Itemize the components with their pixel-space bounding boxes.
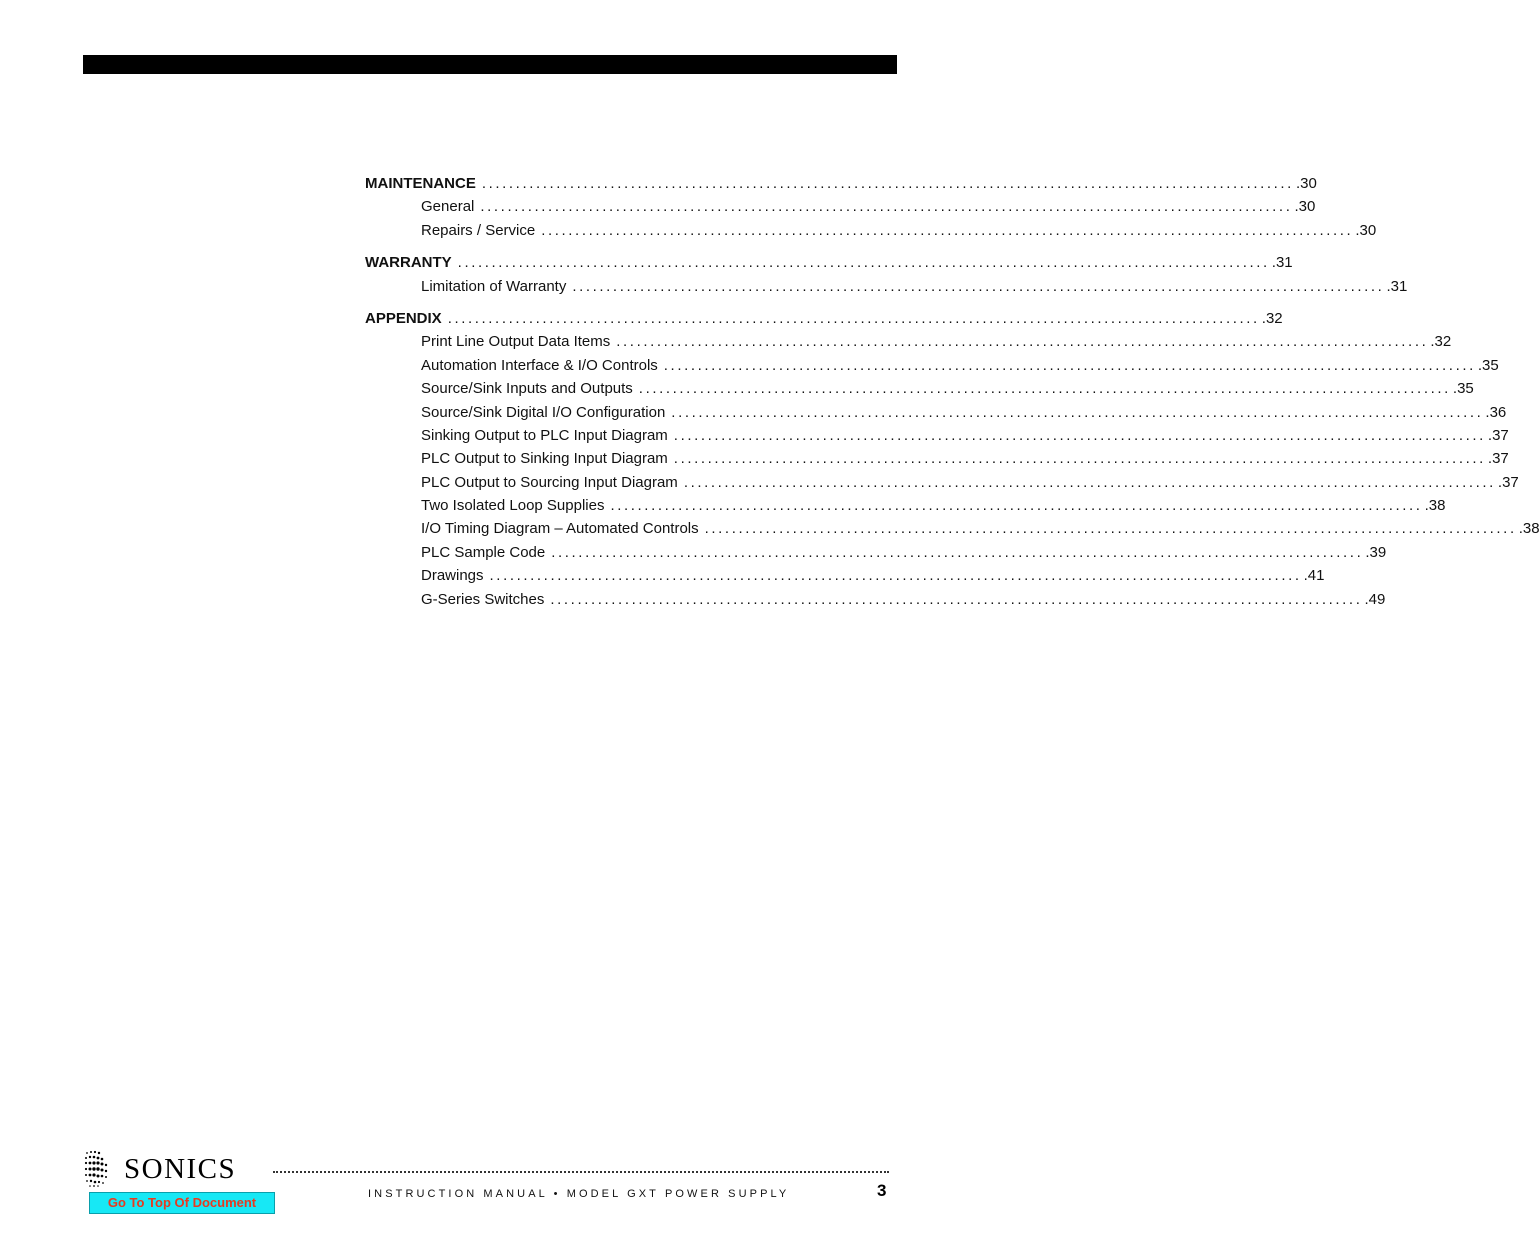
dot-leader: ........................................................................................................................ xyxy=(541,221,1354,239)
logo-text: SONICS xyxy=(124,1153,237,1185)
dot-leader: ........................................................................................................................ xyxy=(663,356,1476,374)
toc-entry-page: .30 xyxy=(1295,175,1317,192)
toc-section-maintenance xyxy=(365,172,1377,242)
dot-leader: ........................................................................................................................ xyxy=(550,590,1363,608)
dot-leader: ........................................................................................................................ xyxy=(704,520,1517,538)
toc-entry-page: .38 xyxy=(1518,520,1540,538)
toc-entry-title: APPENDIX xyxy=(365,309,442,327)
toc-entry[interactable] xyxy=(365,307,1283,330)
toc-entry[interactable] xyxy=(365,564,1325,587)
dot-leader: ........................................................................................................................ xyxy=(457,254,1270,272)
toc-entry[interactable] xyxy=(365,447,1509,470)
toc-entry[interactable] xyxy=(365,219,1377,242)
page-number: 3 xyxy=(877,1181,887,1200)
toc-entry[interactable] xyxy=(365,172,1317,195)
toc-entry-title: Automation Interface & I/O Controls xyxy=(421,356,658,374)
dot-leader: ........................................................................................................................ xyxy=(489,567,1302,585)
dot-leader: ........................................................................................................................ xyxy=(683,473,1496,491)
dot-leader: ........................................................................................................................ xyxy=(616,333,1429,351)
dot-leader: ........................................................................................................................ xyxy=(638,380,1451,398)
toc-entry-page: .31 xyxy=(1386,277,1408,295)
toc-entry[interactable] xyxy=(365,377,1474,400)
toc-entry-title: Repairs / Service xyxy=(421,221,536,239)
dot-leader: ........................................................................................................................ xyxy=(673,450,1486,468)
toc-entry-page: .32 xyxy=(1430,333,1452,351)
toc-entry[interactable] xyxy=(365,275,1408,298)
toc-entry-title: Limitation of Warranty xyxy=(421,277,567,295)
dot-leader: ........................................................................................................................ xyxy=(480,198,1293,216)
footer-dotted-rule xyxy=(273,1161,889,1173)
toc-entry-page: .36 xyxy=(1485,403,1507,421)
toc-entry[interactable] xyxy=(365,517,1540,540)
toc-entry-page: .35 xyxy=(1477,356,1499,374)
dot-leader: ........................................................................................................................ xyxy=(671,403,1484,421)
sonics-logo-mark-icon xyxy=(84,1149,112,1187)
dot-leader: ........................................................................................................................ xyxy=(673,426,1486,444)
go-to-top-button[interactable]: Go To Top Of Document xyxy=(89,1192,275,1214)
toc-entry[interactable] xyxy=(365,588,1386,611)
toc-entry-title: PLC Output to Sourcing Input Diagram xyxy=(421,473,678,491)
dot-leader: ........................................................................................................................ xyxy=(610,497,1423,515)
toc-entry-title: PLC Output to Sinking Input Diagram xyxy=(421,450,668,468)
toc-entry[interactable] xyxy=(365,401,1507,424)
toc-entry-title: Source/Sink Inputs and Outputs xyxy=(421,380,633,398)
toc-entry-page: .38 xyxy=(1424,497,1446,515)
toc-entry[interactable] xyxy=(365,354,1499,377)
toc-entry-page: .32 xyxy=(1261,309,1283,327)
dot-leader: ........................................................................................................................ xyxy=(572,277,1385,295)
toc-entry-page: .39 xyxy=(1365,543,1387,561)
toc-entry[interactable] xyxy=(365,494,1446,517)
dot-leader: ........................................................................................................................ xyxy=(481,175,1294,192)
toc-entry-page: .37 xyxy=(1497,473,1519,491)
toc-entry-title: Two Isolated Loop Supplies xyxy=(421,497,605,515)
toc-entry[interactable] xyxy=(365,471,1519,494)
toc-entry-title: General xyxy=(421,198,475,216)
toc-entry-page: .37 xyxy=(1487,426,1509,444)
dot-leader: ........................................................................................................................ xyxy=(447,309,1260,327)
toc-entry-page: .37 xyxy=(1487,450,1509,468)
toc-entry-title: Source/Sink Digital I/O Configuration xyxy=(421,403,666,421)
toc-entry[interactable] xyxy=(365,541,1387,564)
toc-entry-title: PLC Sample Code xyxy=(421,543,546,561)
toc-entry-title: WARRANTY xyxy=(365,254,452,272)
dot-leader: ........................................................................................................................ xyxy=(551,543,1364,561)
toc-entry-page: .31 xyxy=(1271,254,1293,272)
toc-entry-page: .41 xyxy=(1303,567,1325,585)
header-bar xyxy=(83,55,897,74)
sonics-logo xyxy=(84,1149,264,1187)
toc-entry-page: .30 xyxy=(1294,198,1316,216)
toc-entry-title: I/O Timing Diagram – Automated Controls xyxy=(421,520,699,538)
toc-entry[interactable] xyxy=(365,195,1316,218)
table-of-contents xyxy=(365,172,1540,620)
toc-entry[interactable] xyxy=(365,330,1452,353)
toc-entry-title: Drawings xyxy=(421,567,484,585)
toc-entry-title: Print Line Output Data Items xyxy=(421,333,611,351)
footer-caption: INSTRUCTION MANUAL • MODEL GXT POWER SUPPLY xyxy=(368,1188,790,1200)
toc-entry[interactable] xyxy=(365,424,1509,447)
toc-entry[interactable] xyxy=(365,251,1293,274)
toc-section-appendix xyxy=(365,307,1540,611)
toc-entry-title: G-Series Switches xyxy=(421,590,545,608)
toc-entry-page: .35 xyxy=(1452,380,1474,398)
toc-entry-page: .30 xyxy=(1355,221,1377,239)
toc-entry-page: .49 xyxy=(1364,590,1386,608)
toc-entry-title: MAINTENANCE xyxy=(365,175,476,192)
toc-section-warranty xyxy=(365,251,1408,298)
toc-entry-title: Sinking Output to PLC Input Diagram xyxy=(421,426,668,444)
